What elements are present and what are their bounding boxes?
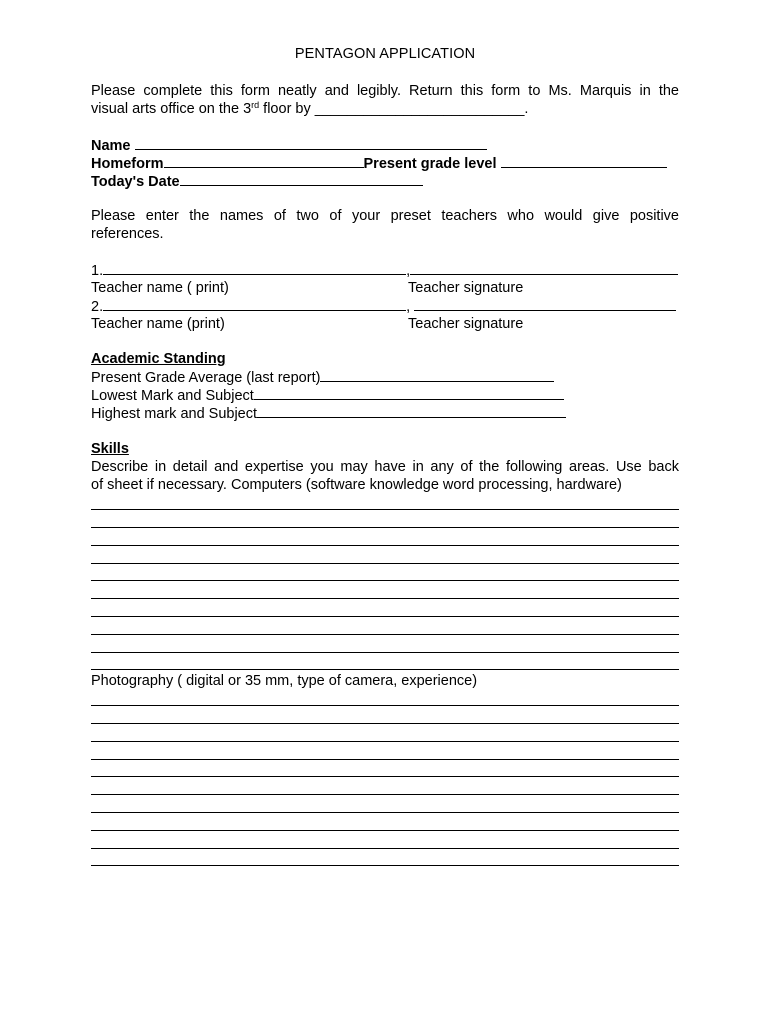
reference-2-signature-field[interactable] <box>414 297 676 311</box>
grade-average-field[interactable] <box>320 368 554 382</box>
homeform-label: Homeform <box>91 156 164 172</box>
photography-answer-line[interactable] <box>91 812 679 813</box>
return-date-blank[interactable]: __________________________. <box>314 101 529 117</box>
computers-answer-line[interactable] <box>91 563 679 564</box>
photography-answer-line[interactable] <box>91 741 679 742</box>
highest-mark-row <box>91 404 566 423</box>
computers-answer-line[interactable] <box>91 527 679 528</box>
form-title: PENTAGON APPLICATION <box>294 46 476 62</box>
reference-1-signature-field[interactable] <box>410 261 678 275</box>
date-field[interactable] <box>180 172 423 186</box>
reference-2-name-field[interactable] <box>103 297 406 311</box>
computers-answer-line[interactable] <box>91 634 679 635</box>
reference-1-comma: , <box>406 263 411 279</box>
highest-mark-field[interactable] <box>257 404 566 418</box>
photography-prompt: Photography ( digital or 35 mm, type of camera, experience) <box>91 673 478 689</box>
reference-2-number: 2. <box>91 299 104 315</box>
grade-level-field[interactable] <box>501 154 667 168</box>
references-line-2: references. <box>91 226 164 242</box>
highest-mark-label: Highest mark and Subject <box>91 406 258 422</box>
date-label: Today's Date <box>91 174 180 190</box>
photography-answer-line[interactable] <box>91 865 679 866</box>
computers-answer-line[interactable] <box>91 598 679 599</box>
computers-answer-line[interactable] <box>91 580 679 581</box>
grade-average-label: Present Grade Average (last report) <box>91 370 321 386</box>
reference-1-captions <box>91 279 229 297</box>
computers-answer-line[interactable] <box>91 652 679 653</box>
lowest-mark-field[interactable] <box>254 386 564 400</box>
intro-line-2 <box>91 100 528 118</box>
lowest-mark-row <box>91 386 564 405</box>
lowest-mark-label: Lowest Mark and Subject <box>91 388 254 404</box>
name-label: Name <box>91 138 131 154</box>
date-row <box>91 172 423 191</box>
reference-2-comma: , <box>406 299 411 315</box>
intro-superscript: rd <box>251 100 260 110</box>
photography-answer-line[interactable] <box>91 848 679 849</box>
photography-answer-line[interactable] <box>91 830 679 831</box>
teacher-signature-caption-2: Teacher signature <box>408 316 524 332</box>
photography-answer-line[interactable] <box>91 794 679 795</box>
academic-standing-heading: Academic Standing <box>91 351 226 367</box>
computers-answer-line[interactable] <box>91 509 679 510</box>
references-line-1: Please enter the names of two of your preset teachers who would give positive <box>91 208 679 224</box>
computers-answer-line[interactable] <box>91 669 679 670</box>
skills-heading: Skills <box>91 441 129 457</box>
teacher-signature-caption-1: Teacher signature <box>408 280 524 296</box>
photography-answer-line[interactable] <box>91 776 679 777</box>
intro-text-b: floor by <box>259 101 315 117</box>
photography-answer-line[interactable] <box>91 759 679 760</box>
name-row <box>91 136 487 155</box>
reference-1-row <box>91 261 678 280</box>
reference-1-number: 1. <box>91 263 104 279</box>
teacher-name-caption-1: Teacher name ( print) <box>91 280 229 296</box>
intro-text-a: visual arts office on the 3 <box>91 101 252 117</box>
teacher-name-caption-2: Teacher name (print) <box>91 316 225 332</box>
skills-line-2: of sheet if necessary. Computers (software knowledge word processing, hardware) <box>91 477 622 493</box>
photography-answer-line[interactable] <box>91 705 679 706</box>
grade-level-label: Present grade level <box>363 156 497 172</box>
photography-answer-line[interactable] <box>91 723 679 724</box>
computers-answer-line[interactable] <box>91 616 679 617</box>
homeform-row <box>91 154 667 173</box>
reference-2-row <box>91 297 676 316</box>
skills-line-1: Describe in detail and expertise you may have in any of the following areas. Use back <box>91 459 679 475</box>
intro-line-1: Please complete this form neatly and legibly. Return this form to Ms. Marquis in the <box>91 83 679 99</box>
grade-average-row <box>91 368 554 387</box>
homeform-field[interactable] <box>164 154 364 168</box>
reference-1-name-field[interactable] <box>103 261 406 275</box>
name-field[interactable] <box>135 136 487 150</box>
computers-answer-line[interactable] <box>91 545 679 546</box>
